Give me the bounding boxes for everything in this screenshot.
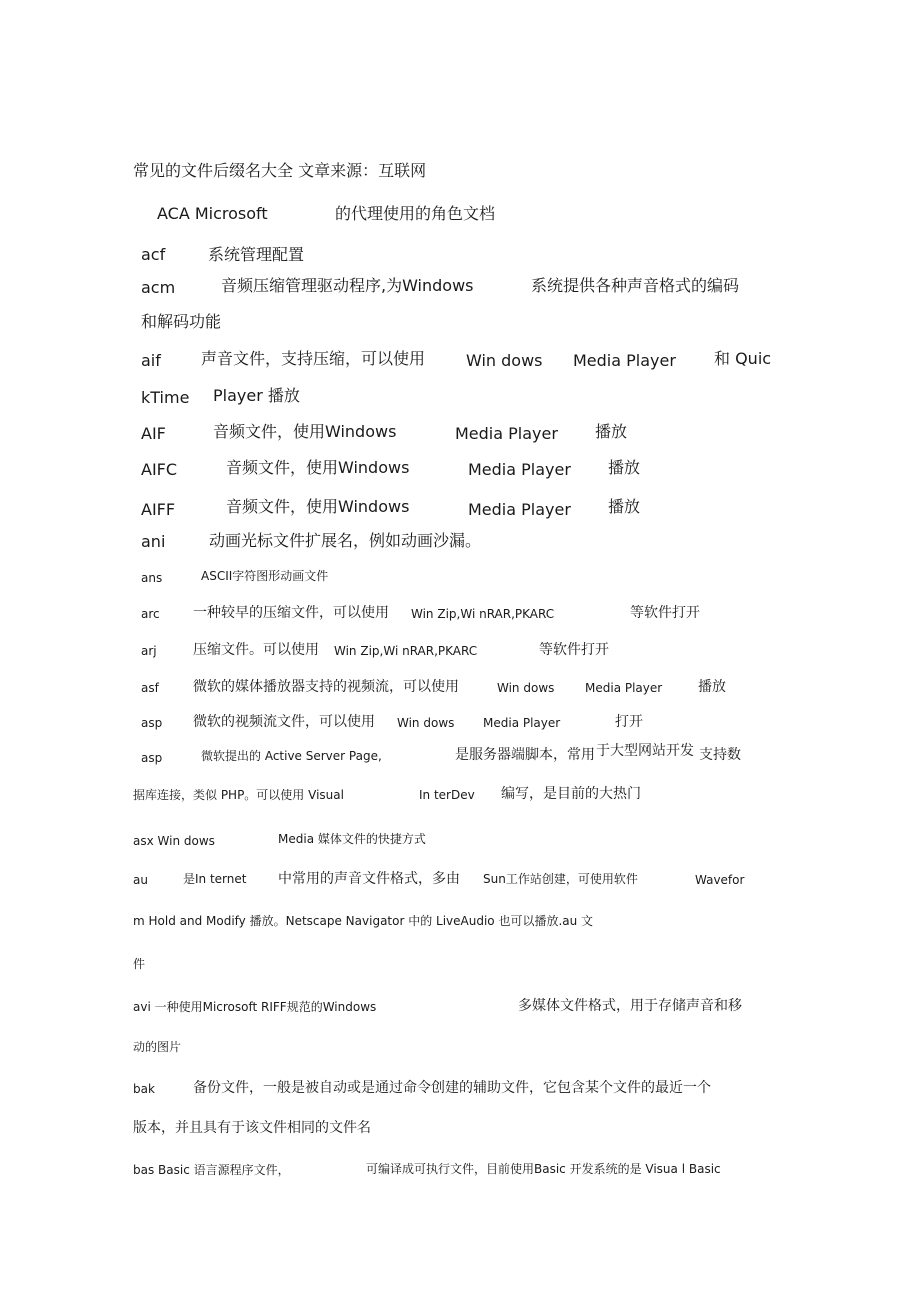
entry-ext: arj [141, 644, 157, 658]
entry-desc: 系统管理配置 [208, 245, 305, 264]
entry-desc: Media Player [585, 681, 663, 695]
entry-desc: 微软的媒体播放器支持的视频流，可以使用 [193, 679, 459, 695]
entry-ext: AIFF [141, 500, 176, 519]
entry-ext: au [133, 873, 148, 887]
entry-ext: AIF [141, 424, 166, 443]
entry-desc: Win Zip,Wi nRAR,PKARC [411, 607, 555, 621]
entry-desc: Player 播放 [213, 386, 300, 405]
entry-ext: ans [141, 571, 163, 585]
entry-desc: 等软件打开 [630, 605, 700, 621]
entry-desc: Media Player [483, 716, 561, 730]
entry-ext: asp [141, 716, 163, 730]
entry-ext: avi 一种使用Microsoft RIFF规范的Windows [133, 1000, 377, 1014]
entry-desc: 播放 [608, 458, 641, 477]
entry-desc: Win dows [497, 681, 555, 695]
entry-desc: Sun工作站创建，可使用软件 [483, 872, 638, 886]
entry-desc: Media Player [455, 424, 558, 443]
entry-desc: 等软件打开 [539, 642, 609, 658]
entry-ext: bas Basic 语言源程序文件， [133, 1163, 290, 1177]
entry-desc: 播放 [608, 497, 641, 516]
entry-desc: 音频压缩管理驱动程序,为Windows [221, 276, 474, 295]
entry-desc: 的代理使用的角色文档 [335, 204, 496, 223]
entry-ext: ACA Microsoft [157, 204, 268, 223]
entry-desc: ASCII字符图形动画文件 [201, 569, 329, 583]
entry-ext: ani [141, 532, 166, 551]
entry-desc: 可编译成可执行文件，目前使用Basic 开发系统的是 Visua l Basic [366, 1162, 721, 1176]
entry-desc: 系统提供各种声音格式的编码 [531, 276, 740, 295]
entry-desc: 件 [133, 957, 146, 971]
entry-desc: 声音文件，支持压缩，可以使用 [201, 349, 426, 368]
entry-desc: 音频文件，使用Windows [226, 458, 410, 477]
entry-desc: Win dows [397, 716, 455, 730]
entry-desc: 微软提出的 Active Server Page, [201, 749, 382, 763]
entry-desc: 微软的视频流文件，可以使用 [193, 714, 375, 730]
entry-ext: acm [141, 278, 176, 297]
entry-ext: asf [141, 681, 159, 695]
entry-desc: 是服务器端脚本，常用 [455, 747, 595, 763]
entry-desc: 支持数 [699, 747, 741, 763]
entry-desc: Media Player [468, 500, 571, 519]
entry-desc: Media Player [573, 351, 676, 370]
entry-desc: Win dows [466, 351, 543, 370]
entry-desc: 音频文件，使用Windows [226, 497, 410, 516]
entry-desc: 动的图片 [133, 1040, 182, 1054]
entry-desc: 于大型网站开发 [596, 743, 694, 759]
entry-desc: 中常用的声音文件格式，多由 [278, 871, 460, 887]
entry-desc: 是In ternet [183, 872, 247, 886]
entry-ext: asp [141, 751, 163, 765]
entry-ext: bak [133, 1082, 155, 1096]
entry-desc: 据库连接，类似 PHP。可以使用 Visual [133, 788, 344, 802]
entry-ext: asx Win dows [133, 834, 215, 848]
entry-desc: In terDev [419, 788, 475, 802]
entry-desc: 多媒体文件格式，用于存储声音和移 [518, 998, 742, 1014]
entry-desc: 播放 [595, 422, 628, 441]
entry-desc: 播放 [698, 679, 726, 695]
entry-desc: 编写，是目前的大热门 [501, 786, 641, 802]
entry-desc: Media 媒体文件的快捷方式 [278, 832, 426, 846]
entry-desc: 音频文件，使用Windows [213, 422, 397, 441]
entry-desc: m Hold and Modify 播放。Netscape Navigator 中的 LiveAudio 也可以播放.au 文 [133, 914, 594, 928]
entry-desc: 和解码功能 [141, 312, 222, 331]
entry-desc: 一种较早的压缩文件，可以使用 [193, 605, 389, 621]
entry-ext: acf [141, 245, 166, 264]
entry-desc: 版本，并且具有于该文件相同的文件名 [133, 1120, 371, 1136]
entry-desc: 动画光标文件扩展名，例如动画沙漏。 [209, 531, 482, 550]
entry-desc: Win Zip,Wi nRAR,PKARC [334, 644, 478, 658]
entry-ext: aif [141, 351, 161, 370]
entry-desc: Media Player [468, 460, 571, 479]
entry-ext: AIFC [141, 460, 178, 479]
entry-desc: 打开 [615, 714, 643, 730]
entry-desc: kTime [141, 388, 190, 407]
entry-desc: 和 Quic [714, 349, 772, 368]
entry-ext: arc [141, 607, 160, 621]
entry-desc: 备份文件，一般是被自动或是通过命令创建的辅助文件，它包含某个文件的最近一个 [193, 1080, 711, 1096]
document-title: 常见的文件后缀名大全 文章来源：互联网 [133, 161, 427, 180]
entry-desc: 压缩文件。可以使用 [193, 642, 319, 658]
entry-desc: Wavefor [695, 873, 745, 887]
